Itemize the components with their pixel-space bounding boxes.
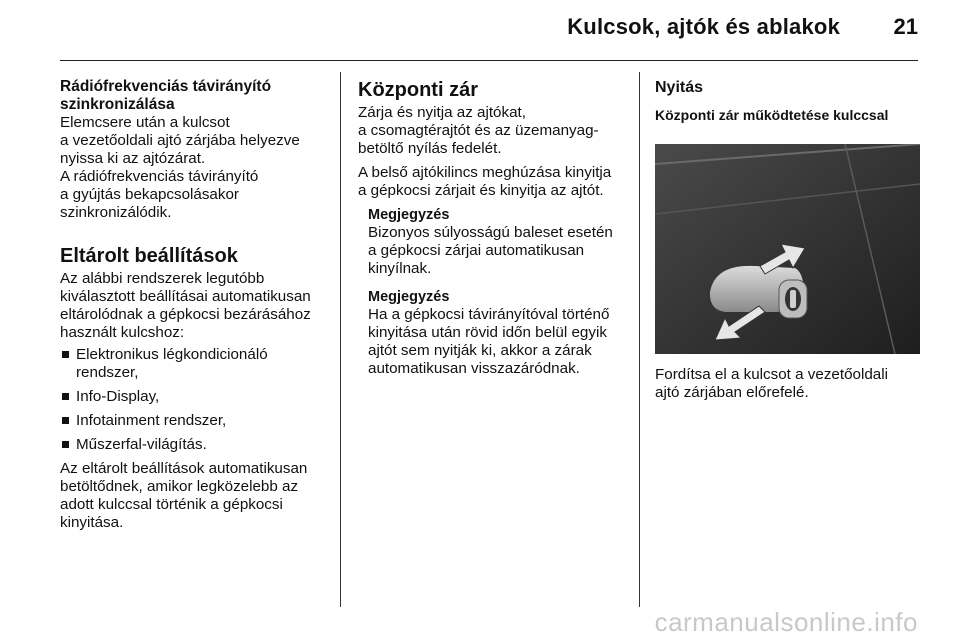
list-item: Műszerfal-világítás. [60,436,326,454]
note-label: Megjegyzés [368,289,450,305]
column-left [60,78,326,532]
column-middle [358,78,628,378]
watermark: carmanualsonline.info [654,607,918,637]
section-outro-stored-settings: Az eltárolt beállítások automatikusan betöltődnek, amikor legközelebb az adott kulccsal történik a gépkocsi kinyitása. [60,460,308,531]
section-intro-stored-settings: Az alábbi rendszerek legutóbb kiválasztott beállításai automatikusan eltárolódnak a gépkocsi bezárásához használt kulcshoz: [60,270,311,341]
note-text: Bizonyos súlyosságú baleset esetén a gépkocsi zárjai automatikusan kinyílnak. [368,224,613,277]
door-lock-illustration [655,144,920,354]
section-text-rf-sync: Elemcsere után a kulcsot a vezetőoldali ajtó zárjába helyezve nyissa ki az ajtózárat. A rádiófrekvenciás távirányító a gyújtás bekapcsolásakor szinkronizálódik. [60,114,300,221]
central-lock-text-1: Zárja és nyitja az ajtókat, a csomagtérajtót és az üzemanyag- betöltő nyílás fedelét. [358,104,599,157]
list-item: Elektronikus légkondicionáló rendszer, [60,346,326,382]
column-divider-1 [340,72,341,607]
section-heading-opening: Nyitás [655,79,704,96]
figure-caption: Fordítsa el a kulcsot a vezetőoldali ajtó zárjában előrefelé. [655,366,888,401]
column-right [655,78,920,417]
note-block-1 [368,206,628,278]
header-rule [60,60,918,61]
list-item: Infotainment rendszer, [60,412,326,430]
column-divider-2 [639,72,640,607]
bullet-list [60,346,326,454]
subheading-key-operation: Központi zár működtetése kulccsal [655,107,889,123]
note-label: Megjegyzés [368,207,450,223]
list-item: Info-Display, [60,388,326,406]
page-number: 21 [893,14,918,39]
note-text: Ha a gépkocsi távirányítóval történő kinyitása után rövid időn belül egyik ajtót sem nyitják ki, akkor a zárak automatikusan visszazáródnak. [368,306,610,377]
section-heading-rf-sync: Rádiófrekvenciás távirányító szinkronizálása [60,78,272,113]
section-heading-stored-settings: Eltárolt beállítások [60,245,238,267]
key-turn-illustration-icon [655,144,920,354]
central-lock-text-2: A belső ajtókilincs meghúzása kinyitja a gépkocsi zárjait és kinyitja az ajtót. [358,164,612,199]
note-block-2 [368,288,628,378]
section-heading-central-lock: Központi zár [358,79,478,101]
page-header-title: Kulcsok, ajtók és ablakok [567,14,840,39]
